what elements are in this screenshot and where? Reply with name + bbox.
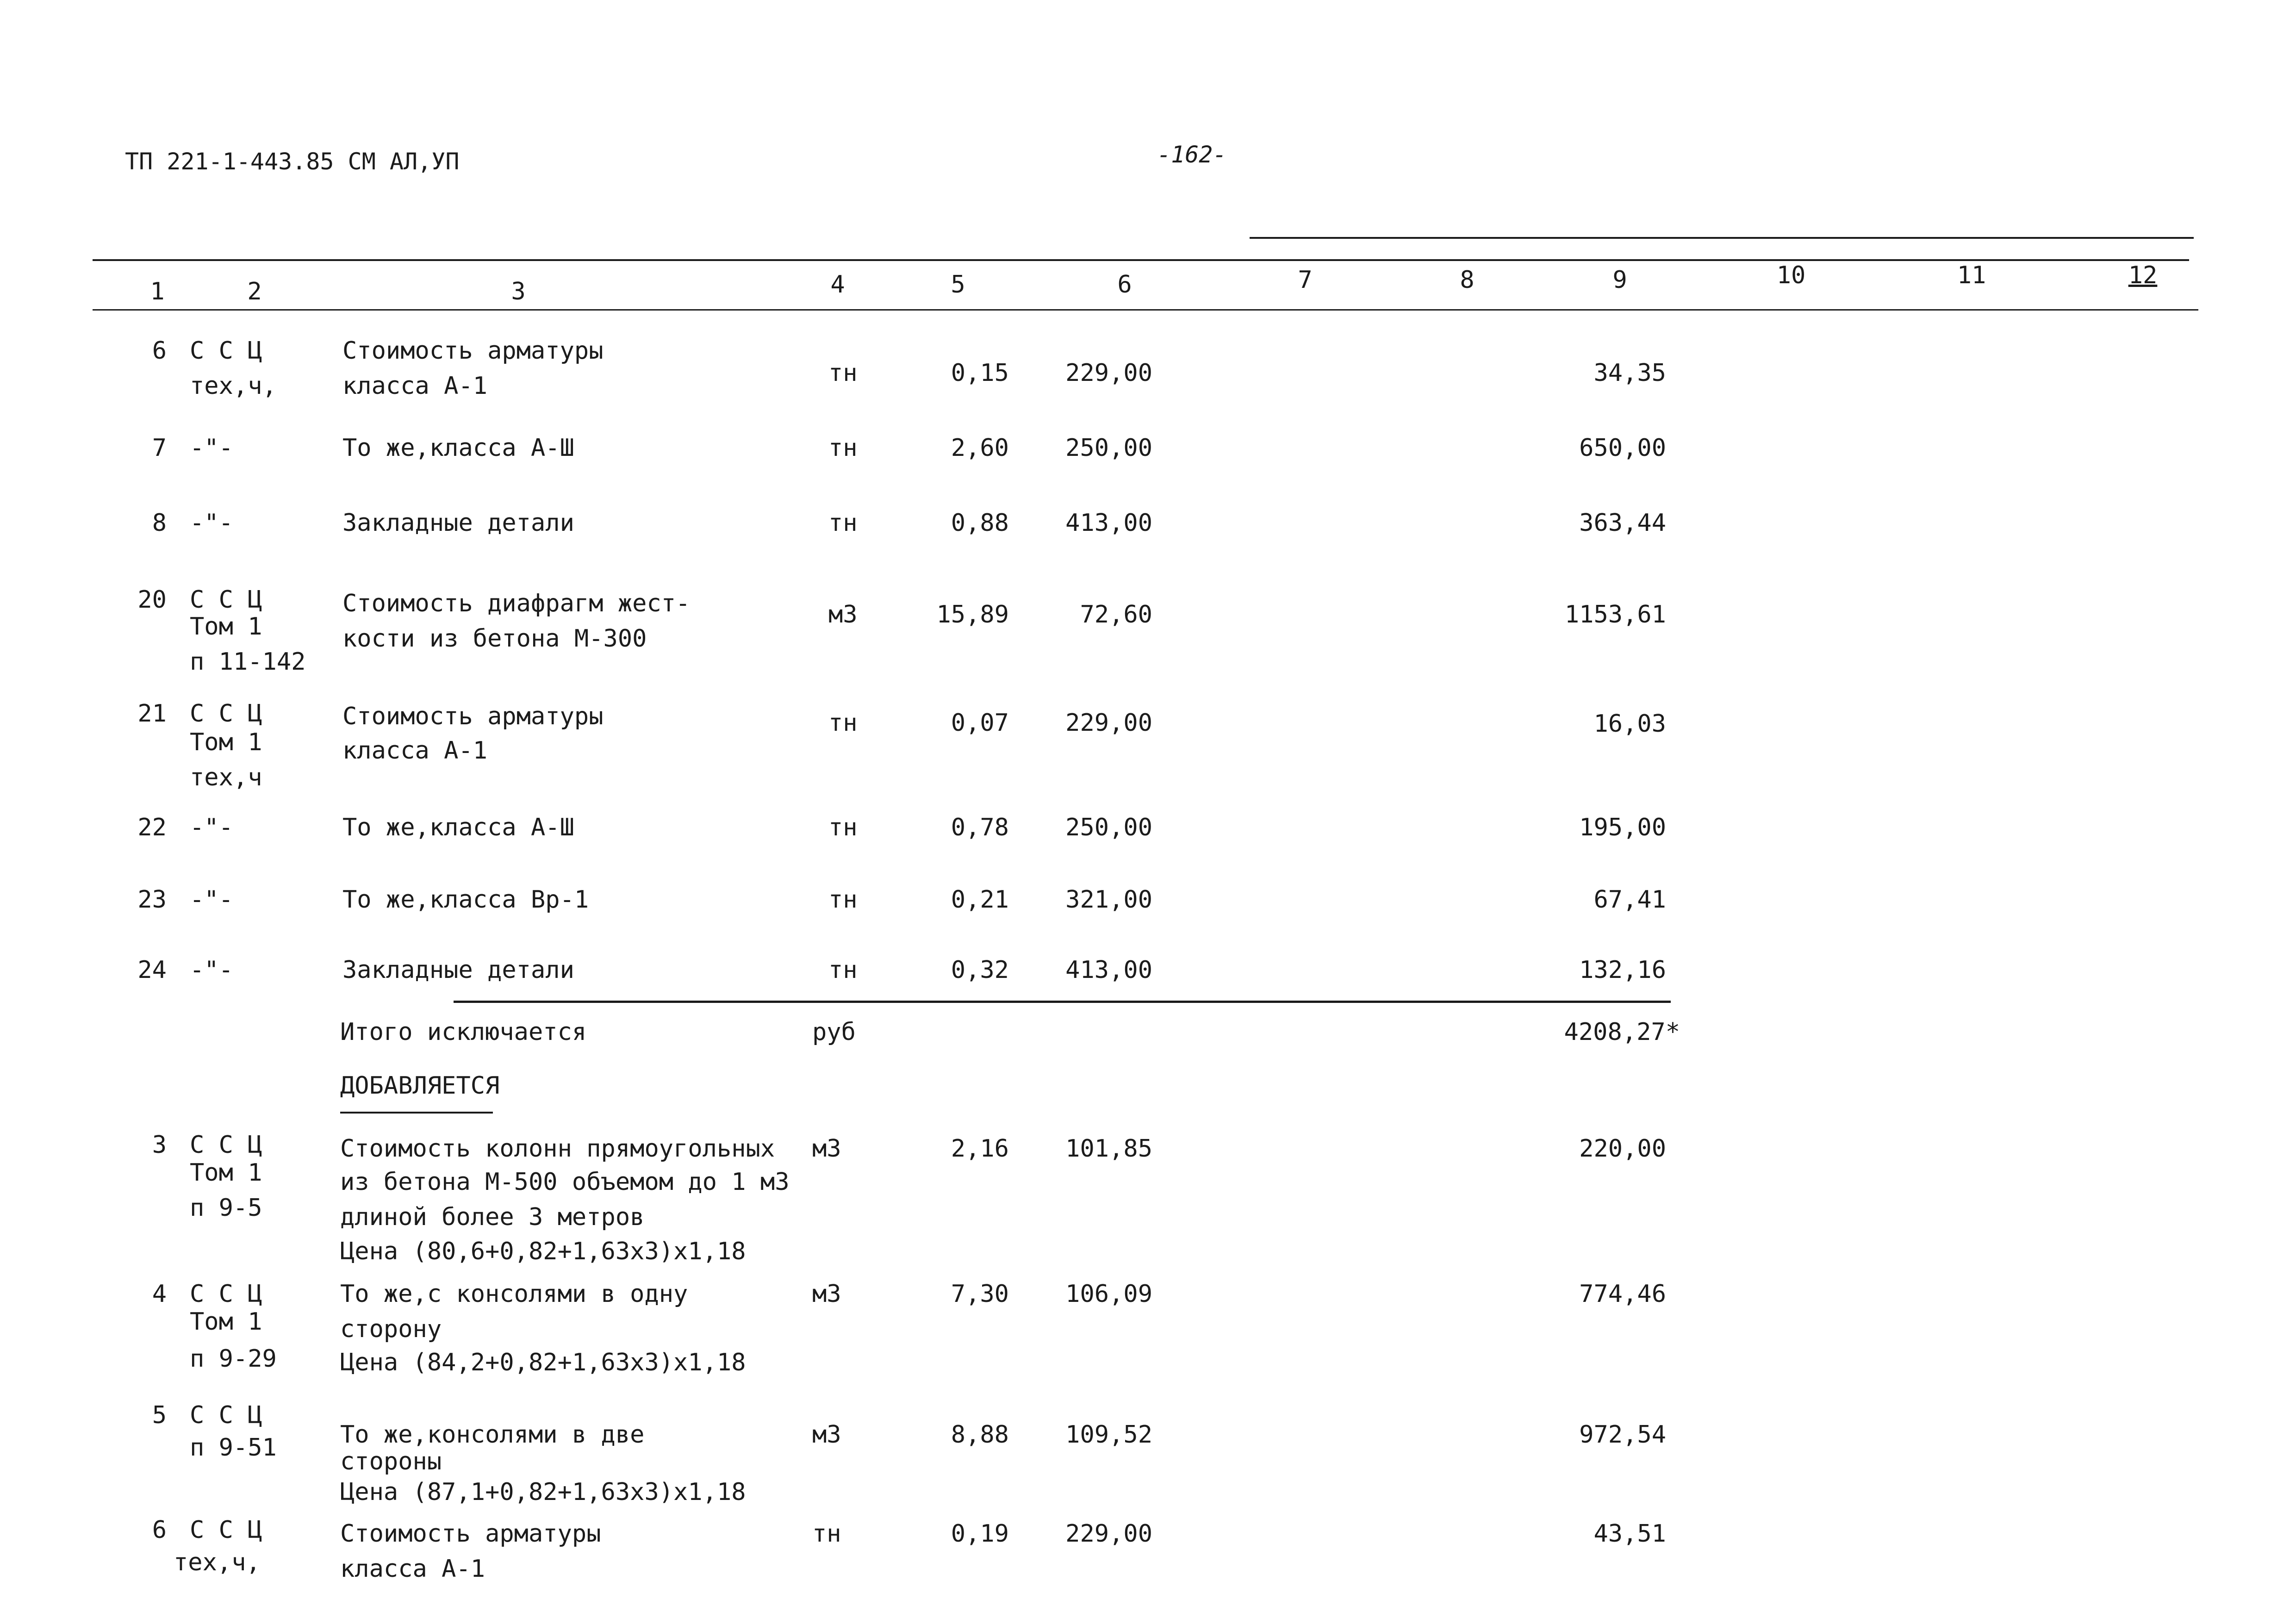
source-ref: п 11-142	[190, 648, 306, 676]
quantity: 0,21	[951, 886, 1009, 914]
row-number: 6	[152, 1516, 167, 1544]
row-number: 6	[152, 337, 167, 365]
header-bottom-rule	[93, 309, 2198, 311]
description: Цена (80,6+0,82+1,63x3)x1,18	[340, 1238, 746, 1265]
row-number: 8	[152, 509, 167, 537]
description: стороны	[340, 1448, 442, 1475]
quantity: 0,19	[951, 1520, 1009, 1548]
total: 34,35	[1593, 359, 1666, 387]
total: 132,16	[1579, 956, 1666, 984]
source-ref: тех,ч	[190, 764, 262, 791]
description: класса А-1	[340, 1555, 485, 1583]
unit-price: 250,00	[1065, 434, 1152, 462]
description: кости из бетона М-300	[342, 625, 647, 653]
subtotal-label: Итого исключается	[340, 1018, 587, 1046]
source-ref: тех,ч,	[190, 372, 277, 400]
source-ref: С С Ц	[190, 586, 262, 614]
total: 1153,61	[1564, 601, 1666, 628]
column-number: 10	[1776, 261, 1806, 289]
unit: м3	[828, 601, 858, 628]
quantity: 0,88	[951, 509, 1009, 537]
quantity: 0,32	[951, 956, 1009, 984]
row-number: 7	[152, 434, 167, 462]
unit: тн	[828, 359, 858, 387]
unit-price: 72,60	[1080, 601, 1152, 628]
row-number: 20	[137, 586, 167, 614]
source-ref: п 9-29	[190, 1345, 277, 1373]
source-ref: -"-	[190, 509, 233, 537]
row-number: 4	[152, 1280, 167, 1308]
source-ref: С С Ц	[190, 1401, 262, 1429]
total: 774,46	[1579, 1280, 1666, 1308]
description: Цена (84,2+0,82+1,63x3)x1,18	[340, 1349, 746, 1376]
source-ref: Том 1	[190, 1159, 262, 1187]
section-title-underline	[340, 1112, 493, 1114]
quantity: 0,15	[951, 359, 1009, 387]
total: 972,54	[1579, 1421, 1666, 1449]
unit-price: 321,00	[1065, 886, 1152, 914]
document-code: ТП 221-1-443.85 СМ АЛ,УП	[125, 148, 460, 175]
quantity: 2,60	[951, 434, 1009, 462]
total: 67,41	[1593, 886, 1666, 914]
row-number: 23	[137, 886, 167, 914]
column-number: 12	[2128, 261, 2158, 289]
quantity: 0,78	[951, 814, 1009, 841]
source-ref: С С Ц	[190, 1516, 262, 1544]
column-number: 7	[1298, 266, 1313, 294]
source-ref: Том 1	[190, 728, 262, 756]
total: 195,00	[1579, 814, 1666, 841]
subtotal-rule	[454, 1001, 1671, 1003]
quantity: 15,89	[936, 601, 1009, 628]
source-ref: -"-	[190, 886, 233, 914]
unit-price: 413,00	[1065, 509, 1152, 537]
description: Закладные детали	[342, 509, 574, 537]
source-ref: п 9-5	[190, 1194, 262, 1222]
unit-price: 229,00	[1065, 359, 1152, 387]
unit-price: 106,09	[1065, 1280, 1152, 1308]
source-ref: п 9-51	[190, 1434, 277, 1462]
source-ref: -"-	[190, 956, 233, 984]
column-number: 2	[247, 278, 262, 305]
source-ref: -"-	[190, 434, 233, 462]
description: Закладные детали	[342, 956, 574, 984]
description: Стоимость диафрагм жест-	[342, 590, 691, 617]
quantity: 0,07	[951, 709, 1009, 737]
unit-price: 413,00	[1065, 956, 1152, 984]
column-number: 3	[511, 278, 526, 305]
unit: тн	[828, 709, 858, 737]
source-ref: С С Ц	[190, 1131, 262, 1159]
source-ref: С С Ц	[190, 700, 262, 728]
unit: тн	[828, 814, 858, 841]
description: Цена (87,1+0,82+1,63x3)x1,18	[340, 1478, 746, 1506]
column-number: 9	[1612, 266, 1627, 294]
unit: тн	[828, 956, 858, 984]
description: Стоимость арматуры	[342, 337, 604, 365]
description: класса А-1	[342, 737, 488, 765]
description: из бетона М-500 объемом до 1 м3	[340, 1168, 790, 1196]
column-number: 6	[1117, 271, 1132, 299]
unit: тн	[812, 1520, 841, 1548]
total: 43,51	[1593, 1520, 1666, 1548]
description: сторону	[340, 1315, 442, 1343]
unit: тн	[828, 509, 858, 537]
source-ref: С С Ц	[190, 1280, 262, 1308]
column-number: 11	[1957, 261, 1986, 289]
source-ref: тех,ч,	[174, 1549, 261, 1576]
unit-price: 109,52	[1065, 1421, 1152, 1449]
description: Стоимость арматуры	[340, 1520, 601, 1548]
row-number: 3	[152, 1131, 167, 1159]
unit: тн	[828, 886, 858, 914]
row-number: 21	[137, 700, 167, 728]
quantity: 7,30	[951, 1280, 1009, 1308]
total: 650,00	[1579, 434, 1666, 462]
subtotal-total: 4208,27*	[1564, 1018, 1680, 1046]
unit-price: 229,00	[1065, 1520, 1152, 1548]
row-number: 22	[137, 814, 167, 841]
unit-price: 250,00	[1065, 814, 1152, 841]
source-ref: Том 1	[190, 613, 262, 641]
quantity: 2,16	[951, 1135, 1009, 1163]
source-ref: С С Ц	[190, 337, 262, 365]
quantity: 8,88	[951, 1421, 1009, 1449]
description: То же,класса Вр-1	[342, 886, 589, 914]
total: 16,03	[1593, 710, 1666, 738]
description: То же,класса А-Ш	[342, 814, 574, 841]
page-number: -162-	[1157, 141, 1227, 168]
total: 363,44	[1579, 509, 1666, 537]
description: То же,класса А-Ш	[342, 434, 574, 462]
section-title: ДОБАВЛЯЕТСЯ	[340, 1072, 500, 1100]
column-number: 4	[830, 271, 845, 299]
row-number: 24	[137, 956, 167, 984]
description: Стоимость арматуры	[342, 703, 604, 730]
source-ref: Том 1	[190, 1308, 262, 1336]
description: Стоимость колонн прямоугольных	[340, 1135, 775, 1163]
description: То же,консолями в две	[340, 1421, 645, 1449]
table-top-rule-right	[1250, 237, 2194, 239]
subtotal-unit: руб	[812, 1018, 856, 1046]
description: То же,с консолями в одну	[340, 1280, 688, 1308]
unit: м3	[812, 1421, 841, 1449]
description: класса А-1	[342, 372, 488, 400]
total: 220,00	[1579, 1135, 1666, 1163]
unit-price: 229,00	[1065, 709, 1152, 737]
source-ref: -"-	[190, 814, 233, 841]
table-top-rule	[93, 259, 2189, 261]
unit: м3	[812, 1280, 841, 1308]
column-number: 5	[951, 271, 965, 299]
unit: тн	[828, 434, 858, 462]
row-number: 5	[152, 1401, 167, 1429]
unit-price: 101,85	[1065, 1135, 1152, 1163]
column-number: 1	[150, 278, 165, 305]
description: длиной более 3 метров	[340, 1203, 645, 1231]
column-number: 8	[1460, 266, 1475, 294]
unit: м3	[812, 1135, 841, 1163]
